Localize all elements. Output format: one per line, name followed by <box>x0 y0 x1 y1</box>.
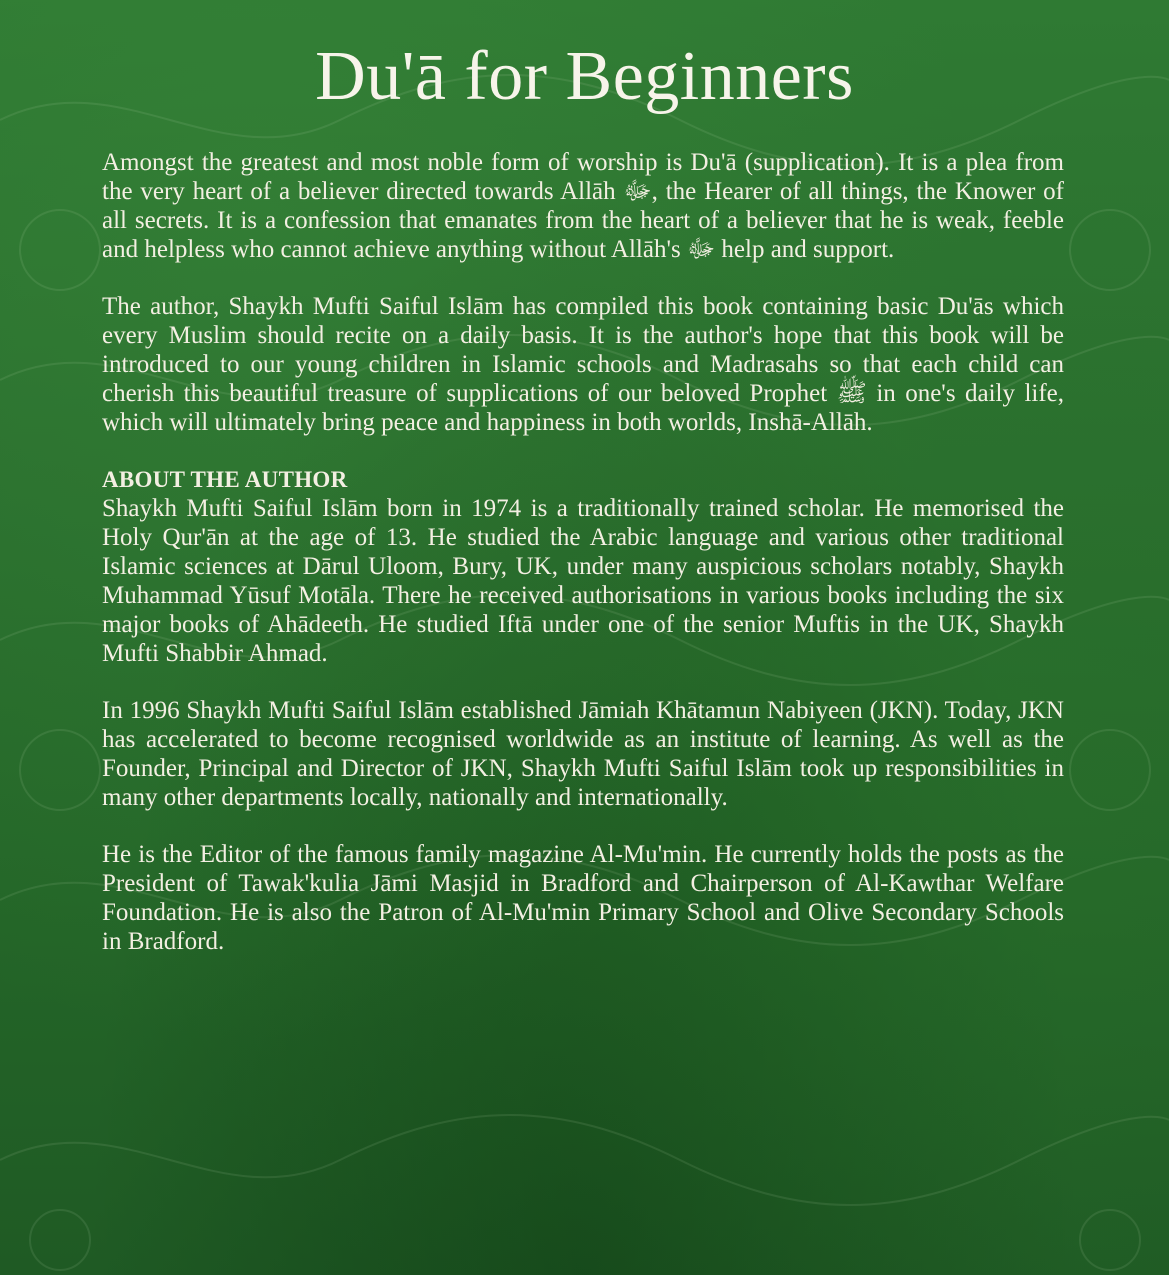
about-paragraph-3: He is the Editor of the famous family magazine Al-Mu'min. He currently holds the posts as the President of Tawak'kulia Jāmi Masjid in Bradford and Chairperson of Al-Kawthar Welfare Foundation. He is also the Patron of Al-Mu'min Primary School and Olive Secondary Schools in Bradford. <box>102 841 1064 955</box>
about-author-heading: ABOUT THE AUTHOR <box>102 467 348 492</box>
about-paragraph-1: Shaykh Mufti Saiful Islām born in 1974 is a traditionally trained scholar. He memorised the Holy Qur'ān at the age of 13. He studied the Arabic language and various other traditional Islamic sciences at Dārul Uloom, Bury, UK, under many auspicious scholars notably, Shaykh Muhammad Yūsuf Motāla. There he received authorisations in various books including the six major books of Ahādeeth. He studied Iftā under one of the senior Muftis in the UK, Shaykh Mufti Shabbir Ahmad. <box>102 495 1064 667</box>
book-title: Du'ā for Beginners <box>315 38 854 115</box>
paragraph-spacer <box>102 437 1064 465</box>
back-cover-text <box>102 148 1064 956</box>
intro-paragraph-1: Amongst the greatest and most noble form of worship is Du'ā (supplication). It is a plea from the very heart of a believer directed towards Allāh ﷻ, the Hearer of all things, the Knower of all secrets. It is a confession that emanates from the heart of a believer that he is weak, feeble and helpless who cannot achieve anything without Allāh's ﷻ help and support. <box>102 149 1064 263</box>
intro-paragraph-2: The author, Shaykh Mufti Saiful Islām has compiled this book containing basic Du'ās which every Muslim should recite on a daily basis. It is the author's hope that this book will be introduced to our young children in Islamic schools and Madrasahs so that each child can cherish this beautiful treasure of supplications of our beloved Prophet ﷺ in one's daily life, which will ultimately bring peace and happiness in both worlds, Inshā-Allāh. <box>102 293 1065 436</box>
paragraph-spacer <box>102 264 1064 292</box>
paragraph-spacer <box>102 668 1064 696</box>
paragraph-spacer <box>102 812 1064 840</box>
about-paragraph-2: In 1996 Shaykh Mufti Saiful Islām established Jāmiah Khātamun Nabiyeen (JKN). Today, JKN has accelerated to become recognised worldwide as an institute of learning. As well as the Founder, Principal and Director of JKN, Shaykh Mufti Saiful Islām took up responsibilities in many other departments locally, nationally and internationally. <box>102 697 1064 811</box>
